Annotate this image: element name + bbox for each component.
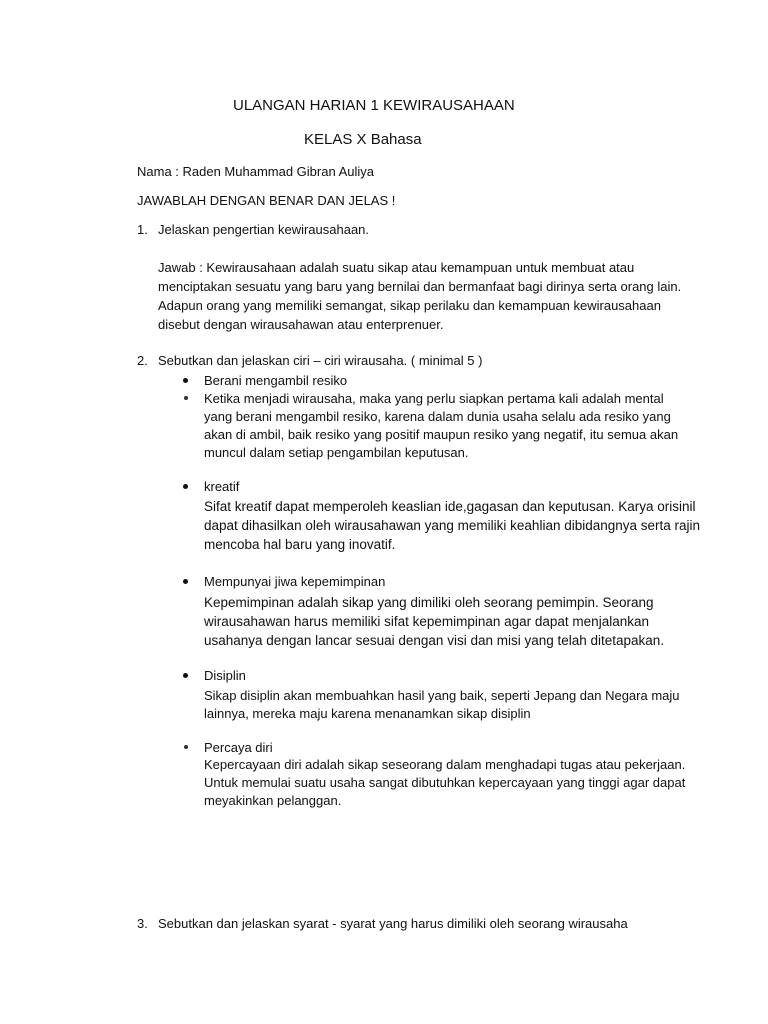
q3-number: 3. [137, 916, 148, 931]
q2-item-heading: Percaya diri [204, 740, 273, 755]
q2-item-body-line: yang berani mengambil resiko, karena dalam dunia usaha selalu ada resiko yang [204, 409, 671, 424]
q2-item-body-line: Kepemimpinan adalah sikap yang dimiliki oleh seorang pemimpin. Seorang [204, 595, 654, 610]
bullet-icon [183, 484, 188, 489]
q2-item-heading: Berani mengambil resiko [204, 373, 348, 388]
q2-item-body-line: Sifat kreatif dapat memperoleh keaslian ide,gagasan dan keputusan. Karya orisinil [204, 499, 696, 514]
q2-item-body-line: wirausahawan harus memiliki sifat kepemimpinan agar dapat menjalankan [204, 614, 649, 629]
q2-item-body-line: akan di ambil, baik resiko yang positif maupun resiko yang negatif, itu semua akan [204, 427, 679, 442]
q3-question: Sebutkan dan jelaskan syarat - syarat yang harus dimiliki oleh seorang wirausaha [158, 916, 628, 931]
q1-answer-line: menciptakan sesuatu yang baru yang bernilai dan bermanfaat bagi dirinya serta orang lain. [158, 279, 682, 294]
bullet-icon [183, 579, 188, 584]
bullet-icon [183, 673, 188, 678]
document-title: ULANGAN HARIAN 1 KEWIRAUSAHAAN [233, 97, 515, 114]
q2-item-body-line: Kepercayaan diri adalah sikap seseorang dalam menghadapi tugas atau pekerjaan. [204, 757, 686, 772]
q1-number: 1. [137, 222, 148, 237]
q2-item-heading: kreatif [204, 479, 240, 494]
q1-answer-line: Adapun orang yang memiliki semangat, sikap perilaku dan kemampuan kewirausahaan [158, 298, 661, 313]
q1-answer-line: disebut dengan wirausahawan atau enterprenuer. [158, 317, 444, 332]
q2-item-body-line: mencoba hal baru yang inovatif. [204, 537, 396, 552]
bullet-icon [184, 396, 188, 400]
q1-question: Jelaskan pengertian kewirausahaan. [158, 222, 370, 237]
q2-item-heading: Disiplin [204, 668, 246, 683]
q2-item-body-line: lainnya, mereka maju karena menanamkan sikap disiplin [204, 706, 531, 721]
q2-item-body-line: usahanya dengan lancar sesuai dengan visi dan misi yang telah ditetapakan. [204, 633, 665, 648]
q2-number: 2. [137, 353, 148, 368]
student-name: Nama : Raden Muhammad Gibran Auliya [137, 164, 375, 179]
bullet-icon [183, 378, 188, 383]
class-label: KELAS X Bahasa [304, 131, 422, 148]
q2-item-heading: Mempunyai jiwa kepemimpinan [204, 574, 386, 589]
q1-answer-line: Jawab : Kewirausahaan adalah suatu sikap atau kemampuan untuk membuat atau [158, 260, 635, 275]
q2-item-body-line: Ketika menjadi wirausaha, maka yang perlu siapkan pertama kali adalah mental [204, 391, 664, 406]
q2-item-body-line: Untuk memulai suatu usaha sangat dibutuhkan kepercayaan yang tinggi agar dapat [204, 775, 686, 790]
q2-item-body-line: meyakinkan pelanggan. [204, 793, 342, 808]
q2-item-body-line: muncul dalam setiap pengambilan keputusan. [204, 445, 469, 460]
q2-item-body-line: Sikap disiplin akan membuahkan hasil yang baik, seperti Jepang dan Negara maju [204, 688, 680, 703]
q2-question: Sebutkan dan jelaskan ciri – ciri wirausaha. ( minimal 5 ) [158, 353, 483, 368]
instruction: JAWABLAH DENGAN BENAR DAN JELAS ! [137, 193, 396, 208]
bullet-icon [184, 745, 188, 749]
q2-item-body-line: dapat dihasilkan oleh wirausahawan yang memiliki keahlian dibidangnya serta rajin [204, 518, 701, 533]
